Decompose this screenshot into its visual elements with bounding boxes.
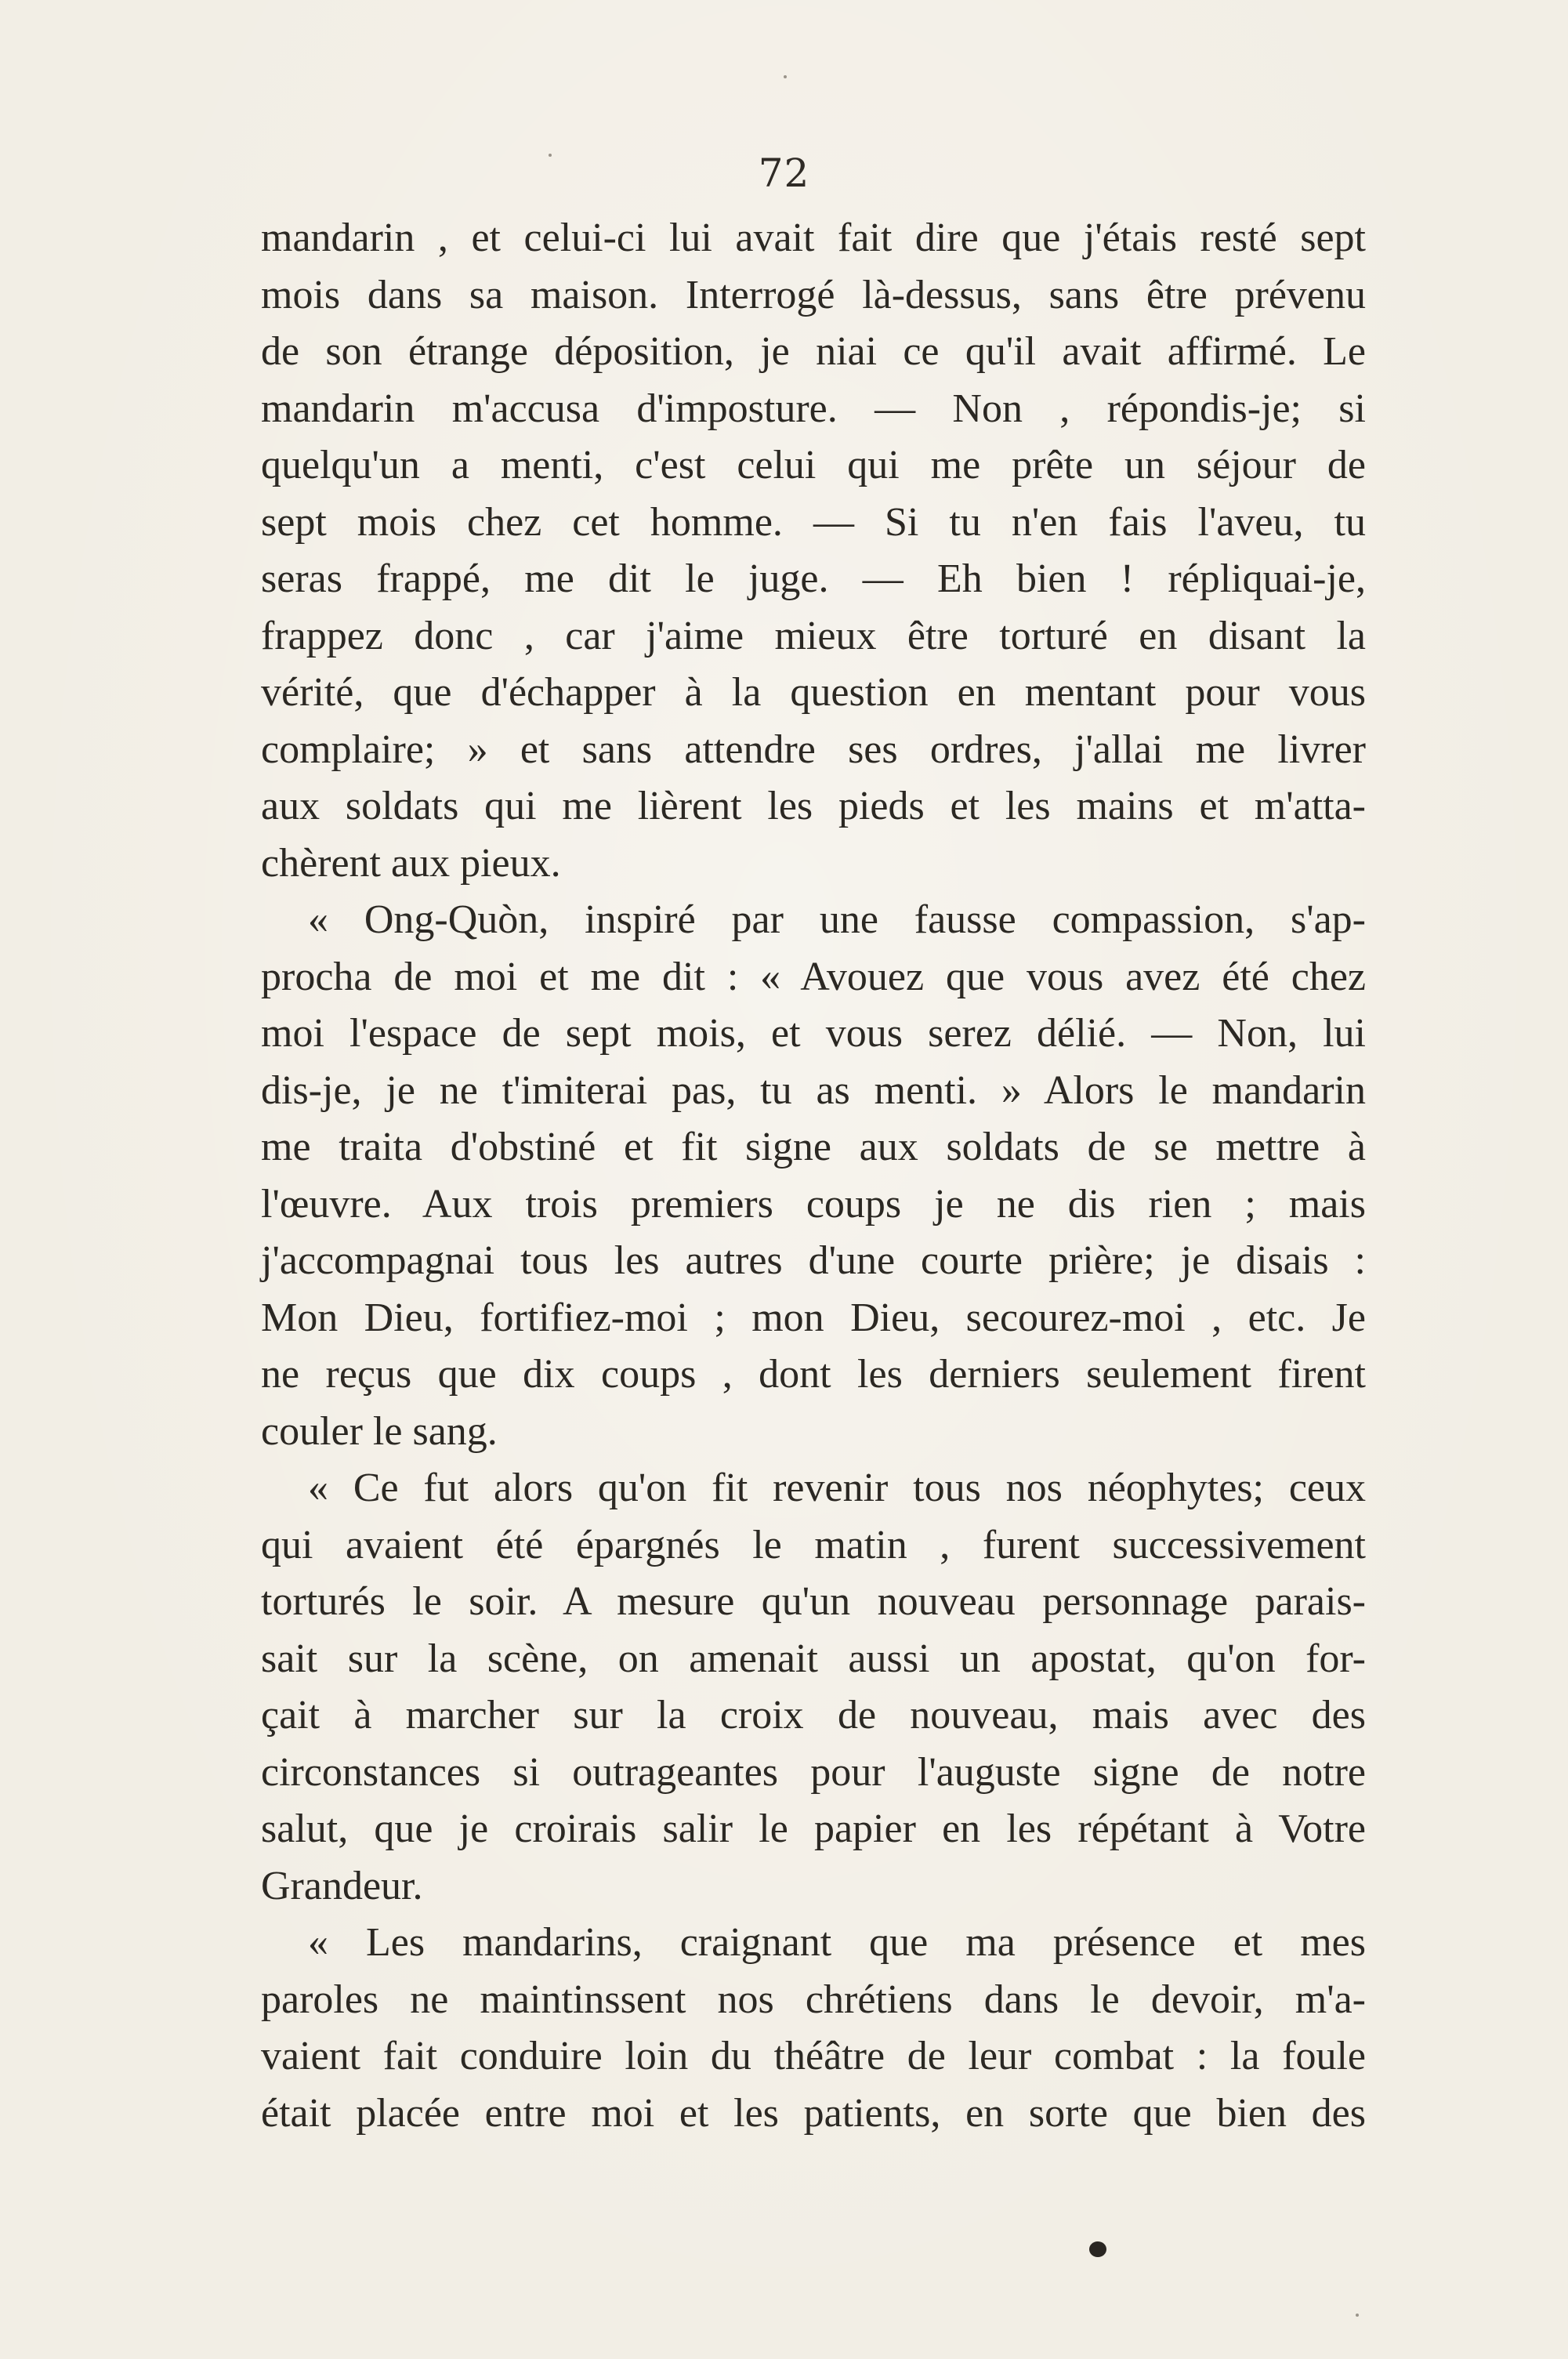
- text-line: quelqu'un a menti, c'est celui qui me prête un séjour de: [261, 443, 1366, 487]
- text-line: Mon Dieu, fortifiez-moi ; mon Dieu, secourez-moi , etc. Je: [261, 1295, 1366, 1340]
- text-line: « Ong-Quòn, inspiré par une fausse compassion, s'ap-: [308, 897, 1366, 942]
- text-line: de son étrange déposition, je niai ce qu'il avait affirmé. Le: [261, 329, 1366, 374]
- text-line: « Ce fut alors qu'on fit revenir tous nos néophytes; ceux: [308, 1466, 1366, 1510]
- paper-speck: [549, 154, 552, 157]
- text-line: couler le sang.: [261, 1408, 498, 1454]
- text-line: çait à marcher sur la croix de nouveau, mais avec des: [261, 1693, 1366, 1738]
- text-line: j'accompagnai tous les autres d'une courte prière; je disais :: [261, 1238, 1366, 1283]
- text-line: frappez donc , car j'aime mieux être torturé en disant la: [261, 613, 1366, 658]
- text-line: était placée entre moi et les patients, en sorte que bien des: [261, 2090, 1366, 2136]
- text-line: paroles ne maintinssent nos chrétiens dans le devoir, m'a-: [261, 1977, 1366, 2022]
- text-line: mandarin m'accusa d'imposture. — Non , répondis-je; si: [261, 386, 1366, 431]
- text-line: circonstances si outrageantes pour l'auguste signe de notre: [261, 1749, 1366, 1795]
- text-line: me traita d'obstiné et fit signe aux soldats de se mettre à: [261, 1125, 1366, 1169]
- paper-speck: [784, 75, 787, 78]
- body-text: [261, 210, 1366, 2142]
- text-line: chèrent aux pieux.: [261, 840, 561, 886]
- text-line: mois dans sa maison. Interrogé là-dessus, sans être prévenu: [261, 272, 1366, 317]
- text-line: dis-je, je ne t'imiterai pas, tu as menti. » Alors le mandarin: [261, 1067, 1366, 1113]
- text-line: sait sur la scène, on amenait aussi un apostat, qu'on for-: [261, 1636, 1366, 1681]
- text-line: aux soldats qui me lièrent les pieds et les mains et m'atta-: [261, 784, 1366, 828]
- text-line: ne reçus que dix coups , dont les derniers seulement firent: [261, 1352, 1366, 1397]
- text-line: salut, que je croirais salir le papier en les répétant à Votre: [261, 1806, 1366, 1851]
- paper-speck: [1356, 2314, 1359, 2317]
- text-line: seras frappé, me dit le juge. — Eh bien ! répliquai-je,: [261, 556, 1366, 601]
- ink-blot: [1089, 2241, 1106, 2257]
- text-line: « Les mandarins, craignant que ma présence et mes: [308, 1920, 1366, 1965]
- page-number: 72: [758, 150, 810, 196]
- text-line: torturés le soir. A mesure qu'un nouveau personnage parais-: [261, 1579, 1366, 1624]
- text-line: sept mois chez cet homme. — Si tu n'en fais l'aveu, tu: [261, 499, 1366, 545]
- text-line: Grandeur.: [261, 1863, 423, 1908]
- text-line: vaient fait conduire loin du théâtre de leur combat : la foule: [261, 2034, 1366, 2078]
- text-line: mandarin , et celui-ci lui avait fait dire que j'étais resté sept: [261, 216, 1366, 260]
- text-line: complaire; » et sans attendre ses ordres, j'allai me livrer: [261, 727, 1366, 772]
- text-line: procha de moi et me dit : « Avouez que vous avez été chez: [261, 954, 1366, 999]
- text-line: qui avaient été épargnés le matin , furent successivement: [261, 1522, 1366, 1567]
- text-line: l'œuvre. Aux trois premiers coups je ne dis rien ; mais: [261, 1181, 1366, 1227]
- text-line: vérité, que d'échapper à la question en mentant pour vous: [261, 670, 1366, 715]
- text-line: moi l'espace de sept mois, et vous serez délié. — Non, lui: [261, 1011, 1366, 1056]
